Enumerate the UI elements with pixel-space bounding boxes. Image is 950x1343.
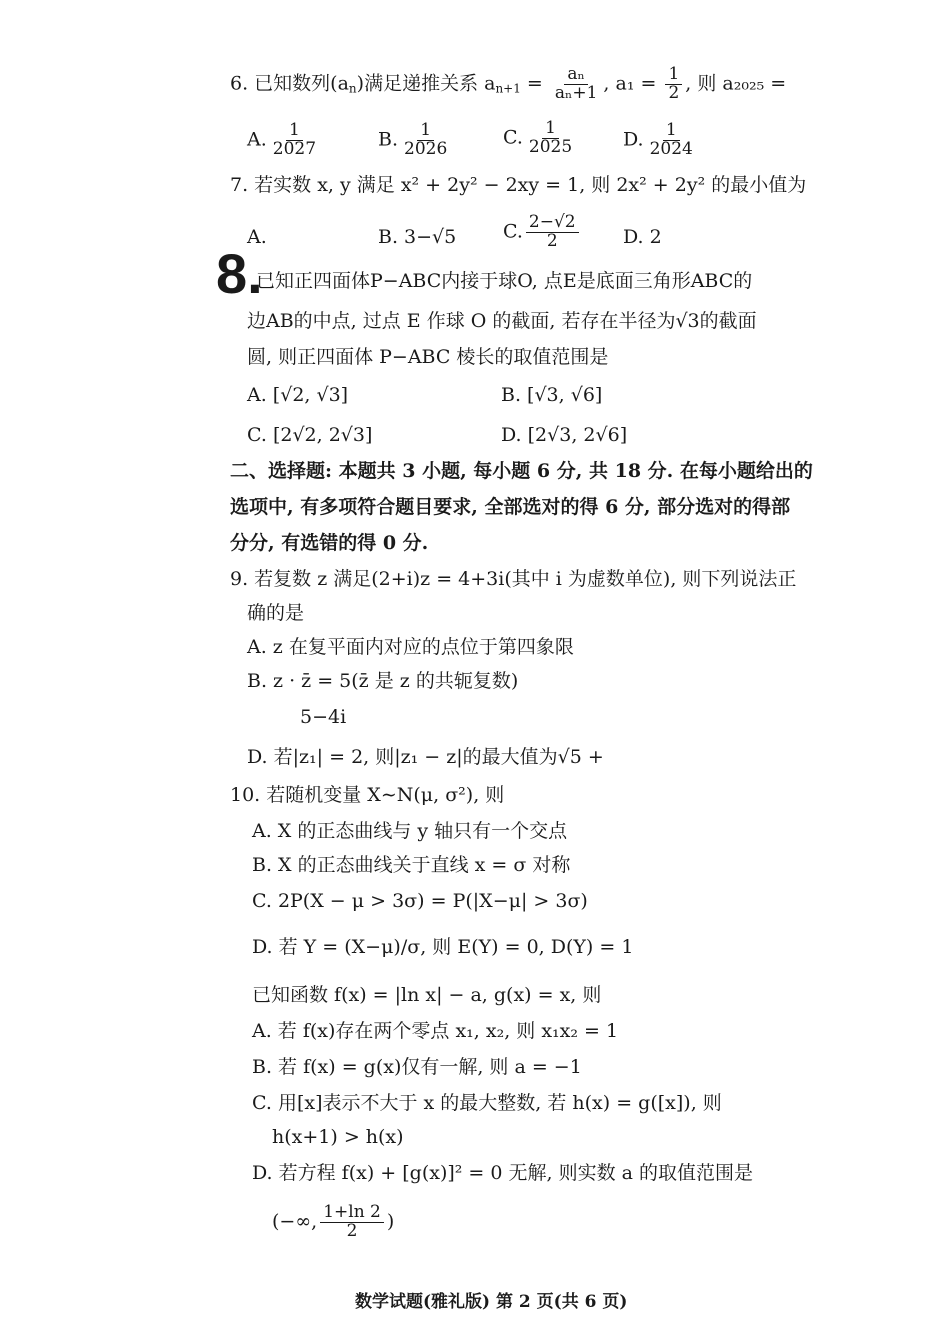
q9-option-b: B. z · z̄ = 5(z̄ 是 z 的共轭复数) xyxy=(247,670,519,692)
q6-option-d xyxy=(623,122,699,159)
q6-recurrence-fraction xyxy=(552,66,601,103)
q6-a1-num: 1 xyxy=(665,66,682,85)
q10-option-c: C. 2P(X − μ > 3σ) = P(|X−μ| > 3σ) xyxy=(252,890,588,912)
q6-option-a-num: 1 xyxy=(286,122,303,141)
q6-frac-den: aₙ+1 xyxy=(554,82,598,103)
q7-option-a: A. xyxy=(247,226,267,248)
q11-option-b: B. 若 f(x) = g(x)仅有一解, 则 a = −1 xyxy=(252,1056,582,1078)
q7-option-c-num: 2−√2 xyxy=(526,214,579,233)
q8-number: 8. xyxy=(216,242,263,305)
section2-line1: 二、选择题: 本题共 3 小题, 每小题 6 分, 共 18 分. 在每小题给出的 xyxy=(230,460,813,482)
q6-option-d-den: 2024 xyxy=(649,138,693,159)
q6-option-d-num: 1 xyxy=(663,122,680,141)
q11-option-d-den: 2 xyxy=(346,1220,358,1241)
q11-option-c-line1: C. 用[x]表示不大于 x 的最大整数, 若 h(x) = g([x]), 则 xyxy=(252,1092,722,1114)
q10-stem: 10. 若随机变量 X∼N(μ, σ²), 则 xyxy=(230,784,505,806)
q6-a1-den: 2 xyxy=(668,82,680,103)
q10-option-b: B. X 的正态曲线关于直线 x = σ 对称 xyxy=(252,854,571,876)
q6-stem-prefix: 6. 已知数列(a xyxy=(230,72,349,95)
q6-option-a xyxy=(247,122,322,159)
q6-stem xyxy=(230,66,786,103)
q6-option-b-num: 1 xyxy=(417,122,434,141)
q7-option-d: D. 2 xyxy=(623,226,662,248)
q11-option-d-num: 1+ln 2 xyxy=(320,1204,384,1223)
q8-line3: 圆, 则正四面体 P−ABC 棱长的取值范围是 xyxy=(247,346,609,368)
q6-stem-suffix: , 则 a₂₀₂₅ = xyxy=(685,72,787,95)
q6-stem-mid: )满足递推关系 a xyxy=(356,72,496,95)
q11-option-d-prefix: (−∞, xyxy=(272,1210,318,1233)
q8-line2: 边AB的中点, 过点 E 作球 O 的截面, 若存在半径为√3的截面 xyxy=(247,310,757,332)
q6-stem-eq: = xyxy=(520,72,549,95)
q6-a1-fraction xyxy=(665,66,682,103)
q7-stem: 7. 若实数 x, y 满足 x² + 2y² − 2xy = 1, 则 2x² + 2y² 的最小值为 xyxy=(230,174,807,196)
q11-option-c-line2: h(x+1) > h(x) xyxy=(272,1126,404,1148)
q6-option-b-label: B. xyxy=(378,128,399,151)
q9-option-d: D. 若|z₁| = 2, 则|z₁ − z|的最大值为√5 + xyxy=(247,746,604,768)
q11-option-d-line2 xyxy=(272,1204,394,1241)
q11-option-d-suffix: ) xyxy=(386,1210,395,1233)
page-footer: 数学试题(雅礼版) 第 2 页(共 6 页) xyxy=(355,1292,628,1312)
q9-line2: 确的是 xyxy=(247,602,305,624)
q6-option-d-label: D. xyxy=(623,128,644,151)
q6-option-c xyxy=(503,120,578,157)
q6-option-c-den: 2025 xyxy=(528,136,573,157)
q8-option-c: C. [2√2, 2√3] xyxy=(247,424,373,446)
q8-line1: 已知正四面体P−ABC内接于球O, 点E是底面三角形ABC的 xyxy=(256,270,753,292)
q6-option-b xyxy=(378,122,453,159)
q11-stem: 已知函数 f(x) = |ln x| − a, g(x) = x, 则 xyxy=(252,984,602,1006)
q10-option-d: D. 若 Y = (X−μ)/σ, 则 E(Y) = 0, D(Y) = 1 xyxy=(252,936,634,958)
q6-option-c-num: 1 xyxy=(542,120,559,139)
q9-option-a: A. z 在复平面内对应的点位于第四象限 xyxy=(247,636,574,658)
q8-option-b: B. [√3, √6] xyxy=(501,384,603,406)
q6-stem-n: n xyxy=(348,81,357,96)
q9-option-c: 5−4i xyxy=(300,706,347,728)
q11-option-d-line1: D. 若方程 f(x) + [g(x)]² = 0 无解, 则实数 a 的取值范围是 xyxy=(252,1162,754,1184)
q6-frac-num: aₙ xyxy=(564,66,588,85)
q7-option-c-den: 2 xyxy=(546,230,558,251)
q7-option-c-label: C. xyxy=(503,220,523,243)
section2-line3: 分分, 有选错的得 0 分. xyxy=(230,532,429,554)
q6-option-a-label: A. xyxy=(247,128,267,151)
q9-line1: 9. 若复数 z 满足(2+i)z = 4+3i(其中 i 为虚数单位), 则下列说法正 xyxy=(230,568,797,590)
q11-option-a: A. 若 f(x)存在两个零点 x₁, x₂, 则 x₁x₂ = 1 xyxy=(252,1020,619,1042)
q6-option-b-den: 2026 xyxy=(404,138,448,159)
q8-option-a: A. [√2, √3] xyxy=(247,384,349,406)
q6-option-c-label: C. xyxy=(503,126,523,149)
q6-stem-sub: n+1 xyxy=(495,81,521,96)
q10-option-a: A. X 的正态曲线与 y 轴只有一个交点 xyxy=(252,820,568,842)
section2-line2: 选项中, 有多项符合题目要求, 全部选对的得 6 分, 部分选对的得部 xyxy=(230,496,791,518)
q7-option-b: B. 3−√5 xyxy=(378,226,457,248)
q6-option-a-den: 2027 xyxy=(272,138,317,159)
q7-option-c xyxy=(503,214,582,251)
q6-stem-a1: , a₁ = xyxy=(603,72,663,95)
q8-option-d: D. [2√3, 2√6] xyxy=(501,424,628,446)
